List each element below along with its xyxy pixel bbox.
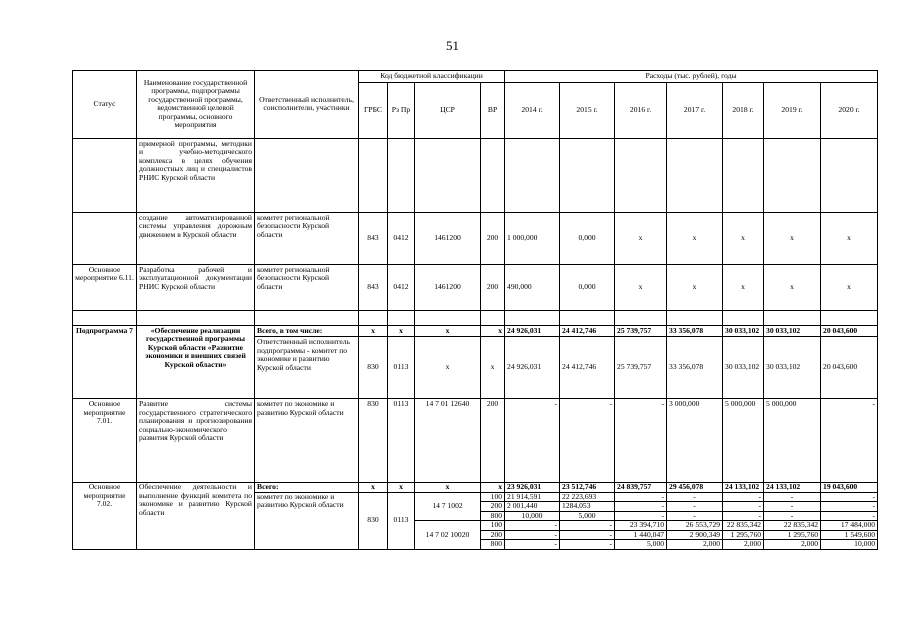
row-status: Основное мероприятие 7.01. bbox=[73, 399, 137, 483]
cell-value: 2 001,440 bbox=[505, 502, 560, 512]
cell-value: - bbox=[667, 492, 723, 502]
cell-value: 22 223,693 bbox=[560, 492, 615, 502]
cell-vr: x bbox=[481, 337, 505, 399]
header-responsible: Ответственный исполнитель, соисполнители, участники bbox=[255, 71, 359, 139]
header-grbs: ГРБС bbox=[359, 82, 388, 138]
cell-vr: 200 bbox=[481, 212, 505, 264]
cell-value: 33 356,078 bbox=[667, 325, 723, 337]
cell-value: 29 456,078 bbox=[667, 483, 723, 493]
cell-value: - bbox=[615, 492, 667, 502]
header-year: 2018 г. bbox=[723, 82, 764, 138]
cell-value: 24 133,102 bbox=[723, 483, 764, 493]
cell-value: - bbox=[560, 530, 615, 540]
cell-vr: 200 bbox=[481, 399, 505, 483]
cell-x: x bbox=[359, 325, 388, 337]
cell-value: 24 412,746 bbox=[560, 337, 615, 399]
cell-value: 21 914,591 bbox=[505, 492, 560, 502]
header-budget-code: Код бюджетной классификации bbox=[359, 71, 505, 83]
cell-grbs: 843 bbox=[359, 212, 388, 264]
row-responsible: комитет региональной безопасности Курской области bbox=[255, 212, 359, 264]
cell-value: 5,000 bbox=[615, 540, 667, 550]
cell-value: 30 033,102 bbox=[764, 337, 821, 399]
cell-value: x bbox=[821, 212, 878, 264]
cell-value: 24 926,031 bbox=[505, 325, 560, 337]
cell-value: x bbox=[615, 264, 667, 310]
cell-csr: x bbox=[415, 337, 481, 399]
cell-value: 23 394,710 bbox=[615, 521, 667, 531]
cell-value: 490,000 bbox=[505, 264, 560, 310]
cell-value: 5 000,000 bbox=[764, 399, 821, 483]
cell-vr: 800 bbox=[481, 540, 505, 550]
cell-value: - bbox=[667, 502, 723, 512]
page-number: 51 bbox=[446, 38, 459, 53]
cell-csr: 1461200 bbox=[415, 264, 481, 310]
cell-value: - bbox=[667, 511, 723, 521]
budget-table bbox=[72, 70, 878, 550]
cell-value: - bbox=[560, 521, 615, 531]
cell-csr: 14 7 02 10020 bbox=[415, 521, 481, 550]
cell-x: x bbox=[388, 483, 415, 493]
table-row bbox=[73, 264, 878, 310]
header-year: 2014 г. bbox=[505, 82, 560, 138]
cell-grbs: 830 bbox=[359, 337, 388, 399]
cell-rzpr: 0113 bbox=[388, 399, 415, 483]
cell-value: x bbox=[821, 264, 878, 310]
cell-value: - bbox=[615, 399, 667, 483]
cell-value: - bbox=[560, 540, 615, 550]
cell-value: - bbox=[764, 502, 821, 512]
cell-value: x bbox=[667, 264, 723, 310]
header-name: Наименование государственной программы, подпрограммы государственной программы, ведомственной целевой программы, основного мероприятия bbox=[137, 71, 255, 139]
cell-vr: 800 bbox=[481, 511, 505, 521]
cell-value: 3 000,000 bbox=[667, 399, 723, 483]
header-expenses: Расходы (тыс. рублей), годы bbox=[505, 71, 878, 83]
cell-value: - bbox=[764, 492, 821, 502]
cell-vr: 200 bbox=[481, 502, 505, 512]
cell-value: 22 835,342 bbox=[723, 521, 764, 531]
cell-value: - bbox=[821, 399, 878, 483]
cell-value: - bbox=[560, 399, 615, 483]
cell-value: 26 553,729 bbox=[667, 521, 723, 531]
cell-rzpr: 0113 bbox=[388, 492, 415, 549]
cell-vr: 200 bbox=[481, 264, 505, 310]
spacer-row bbox=[73, 310, 878, 325]
cell-value: 2,000 bbox=[667, 540, 723, 550]
row-responsible: комитет региональной безопасности Курской области bbox=[255, 264, 359, 310]
cell-grbs: 843 bbox=[359, 264, 388, 310]
header-year: 2017 г. bbox=[667, 82, 723, 138]
cell-value: - bbox=[505, 399, 560, 483]
header-year: 2019 г. bbox=[764, 82, 821, 138]
row-responsible: Ответственный исполнитель подпрограммы - комитет по экономике и развитию Курской области bbox=[255, 337, 359, 399]
cell-value: 23 926,031 bbox=[505, 483, 560, 493]
cell-value: 1 295,760 bbox=[764, 530, 821, 540]
cell-value: 20 043,600 bbox=[821, 325, 878, 337]
row-name: Разработка рабочей и эксплуатационной документации РНИС Курской области bbox=[137, 264, 255, 310]
cell-value: 22 835,342 bbox=[764, 521, 821, 531]
cell-value: 10,000 bbox=[505, 511, 560, 521]
cell-x: x bbox=[481, 325, 505, 337]
row-responsible: комитет по экономике и развитию Курской области bbox=[255, 399, 359, 483]
cell-value: 20 043,600 bbox=[821, 337, 878, 399]
cell-value: 33 356,078 bbox=[667, 337, 723, 399]
cell-value: x bbox=[723, 212, 764, 264]
cell-rzpr: 0113 bbox=[388, 337, 415, 399]
row-name: «Обеспечение реализации государственной программы Курской области «Развитие экономики и внешних связей Курской области» bbox=[137, 325, 255, 399]
row-total-label: Всего, в том числе: bbox=[255, 325, 359, 337]
row-name: создание автоматизированной системы управления дорожным движением в Курской области bbox=[137, 212, 255, 264]
cell-value: - bbox=[821, 511, 878, 521]
cell-value: - bbox=[723, 502, 764, 512]
cell-csr: 14 7 01 12640 bbox=[415, 399, 481, 483]
header-year: 2015 г. bbox=[560, 82, 615, 138]
row-status: Основное мероприятие 6.11. bbox=[73, 264, 137, 310]
cell-vr: 100 bbox=[481, 521, 505, 531]
cell-value: 1 295,760 bbox=[723, 530, 764, 540]
cell-value: 23 512,746 bbox=[560, 483, 615, 493]
cell-value: 30 033,102 bbox=[723, 337, 764, 399]
header-status: Статус bbox=[73, 71, 137, 139]
cell-value: - bbox=[615, 502, 667, 512]
cell-value: - bbox=[723, 511, 764, 521]
cell-value: 24 839,757 bbox=[615, 483, 667, 493]
row-name: Развитие системы государственного стратегического планирования и прогнозирования социально-экономического развития Курской области bbox=[137, 399, 255, 483]
cell-value: x bbox=[723, 264, 764, 310]
cell-value: 10,000 bbox=[821, 540, 878, 550]
cell-value: 1 000,000 bbox=[505, 212, 560, 264]
cell-value: x bbox=[764, 264, 821, 310]
header-year: 2020 г. bbox=[821, 82, 878, 138]
cell-value: 2,000 bbox=[764, 540, 821, 550]
cell-value: 24 133,102 bbox=[764, 483, 821, 493]
cell-x: x bbox=[388, 325, 415, 337]
row-responsible: комитет по экономике и развитию Курской области bbox=[255, 492, 359, 549]
cell-value: - bbox=[821, 492, 878, 502]
cell-value: 24 926,031 bbox=[505, 337, 560, 399]
table-row bbox=[73, 399, 878, 483]
cell-grbs: 830 bbox=[359, 492, 388, 549]
cell-value: 5 000,000 bbox=[723, 399, 764, 483]
cell-value: 5,000 bbox=[560, 511, 615, 521]
row-total-label: Всего: bbox=[255, 483, 359, 493]
header-vr: ВР bbox=[481, 82, 505, 138]
table-row bbox=[73, 212, 878, 264]
header-row-1 bbox=[73, 71, 878, 83]
row-name: Обеспечение деятельности и выполнение функций комитета по экономике и развитию Курской области bbox=[137, 483, 255, 550]
cell-vr: 100 bbox=[481, 492, 505, 502]
cell-grbs: 830 bbox=[359, 399, 388, 483]
cell-value: 1 440,047 bbox=[615, 530, 667, 540]
cell-x: x bbox=[359, 483, 388, 493]
cell-value: - bbox=[505, 530, 560, 540]
cell-value: 0,000 bbox=[560, 264, 615, 310]
cell-value: 25 739,757 bbox=[615, 337, 667, 399]
cell-value: - bbox=[821, 502, 878, 512]
cell-x: x bbox=[415, 325, 481, 337]
cell-value: 24 412,746 bbox=[560, 325, 615, 337]
cell-value: 25 739,757 bbox=[615, 325, 667, 337]
cell-rzpr: 0412 bbox=[388, 212, 415, 264]
cell-value: 2,000 bbox=[723, 540, 764, 550]
cell-vr: 200 bbox=[481, 530, 505, 540]
cell-value: - bbox=[615, 511, 667, 521]
table-row bbox=[73, 325, 878, 337]
cell-value: x bbox=[615, 212, 667, 264]
cell-value: 19 043,600 bbox=[821, 483, 878, 493]
cell-value: - bbox=[764, 511, 821, 521]
header-rzpr: Рз Пр bbox=[388, 82, 415, 138]
cell-value: 17 484,000 bbox=[821, 521, 878, 531]
row-name: примерной программы, методики и учебно-методического комплекса в целях обучения должностных лиц и специалистов РНИС Курской области bbox=[137, 138, 255, 212]
cell-value: - bbox=[505, 540, 560, 550]
header-year: 2016 г. bbox=[615, 82, 667, 138]
cell-value: x bbox=[667, 212, 723, 264]
cell-value: x bbox=[764, 212, 821, 264]
cell-x: x bbox=[481, 483, 505, 493]
cell-value: 2 900,349 bbox=[667, 530, 723, 540]
cell-value: 30 033,102 bbox=[723, 325, 764, 337]
cell-csr: 1461200 bbox=[415, 212, 481, 264]
header-csr: ЦСР bbox=[415, 82, 481, 138]
row-status: Основное мероприятие 7.02. bbox=[73, 483, 137, 550]
row-status: Подпрограмма 7 bbox=[73, 325, 137, 399]
cell-value: 0,000 bbox=[560, 212, 615, 264]
cell-value: 1284,053 bbox=[560, 502, 615, 512]
cell-rzpr: 0412 bbox=[388, 264, 415, 310]
table-row bbox=[73, 483, 878, 493]
cell-csr: 14 7 1002 bbox=[415, 492, 481, 521]
cell-value: - bbox=[505, 521, 560, 531]
cell-x: x bbox=[415, 483, 481, 493]
cell-value: - bbox=[723, 492, 764, 502]
table-row bbox=[73, 138, 878, 212]
cell-value: 1 549,600 bbox=[821, 530, 878, 540]
cell-value: 30 033,102 bbox=[764, 325, 821, 337]
